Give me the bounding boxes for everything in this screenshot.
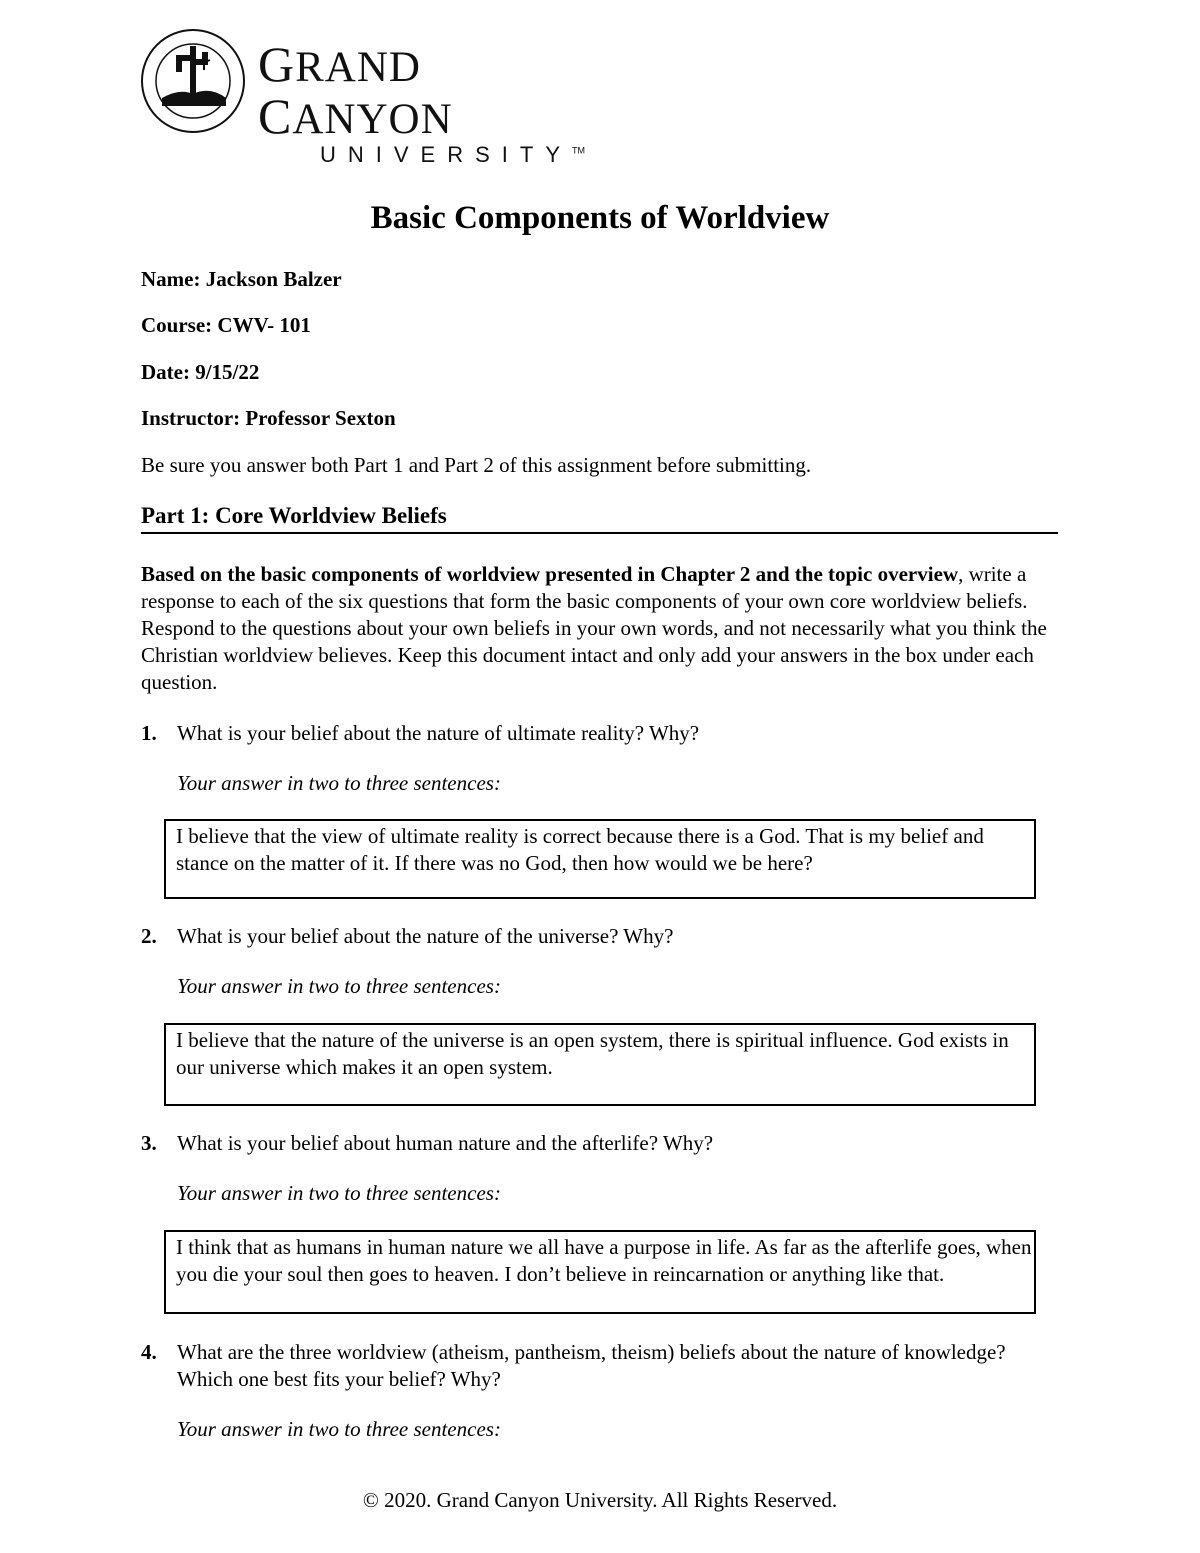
answer-prompt: Your answer in two to three sentences: <box>177 1181 501 1205</box>
question-number: 2. <box>141 924 157 948</box>
logo-rest-2: ANYON <box>292 96 453 143</box>
university-logo <box>140 26 620 167</box>
document-title: Basic Components of Worldview <box>370 200 830 236</box>
copyright-footer: © 2020. Grand Canyon University. All Rights Reserved. <box>362 1488 838 1512</box>
logo-initial-2: C <box>258 88 293 144</box>
logo-initial-1: G <box>258 36 296 92</box>
question-text: What is your belief about the nature of the universe? Why? <box>177 924 674 948</box>
student-name: Name: Jackson Balzer <box>141 267 342 291</box>
university-seal-icon <box>140 28 246 134</box>
answer-prompt: Your answer in two to three sentences: <box>177 974 501 998</box>
logo-sub-text: UNIVERSITY <box>320 142 573 167</box>
instructions-bold: Based on the basic components of worldview presented in Chapter 2 and the topic overview <box>141 562 959 586</box>
question-text: What are the three worldview (atheism, pantheism, theism) beliefs about the nature of knowledge? Which one best fits your belief? Why? <box>177 1340 1006 1391</box>
date-field: Date: 9/15/22 <box>141 360 260 384</box>
instructor-field: Instructor: Professor Sexton <box>141 406 396 430</box>
question-text: What is your belief about the nature of ultimate reality? Why? <box>177 721 700 745</box>
intro-note: Be sure you answer both Part 1 and Part 2 of this assignment before submitting. <box>141 453 812 477</box>
question-text: What is your belief about human nature and the afterlife? Why? <box>177 1131 714 1155</box>
logo-tm: TM <box>572 145 586 156</box>
answer-box-3[interactable]: I think that as humans in human nature we all have a purpose in life. As far as the afterlife goes, when you die your soul then goes to heaven. I don’t believe in reincarnation or anything like that. <box>164 1230 1036 1314</box>
question-number: 3. <box>141 1131 157 1155</box>
course-field: Course: CWV- 101 <box>141 313 311 337</box>
instructions-rest: , write a response to each of the six questions that form the basic components of your own core worldview beliefs. Respond to the questions about your own beliefs in your own words, and not necessarily what you think the Christian worldview believes. Keep this document intact and only add your answers in the box under each question. <box>141 562 1047 694</box>
logo-subtitle <box>320 142 620 168</box>
logo-rest-1: RAND <box>295 44 421 91</box>
answer-box-2[interactable]: I believe that the nature of the universe is an open system, there is spiritual influence. God exists in our universe which makes it an open system. <box>164 1023 1036 1106</box>
answer-box-1[interactable]: I believe that the view of ultimate reality is correct because there is a God. That is my belief and stance on the matter of it. If there was no God, then how would we be here? <box>164 819 1036 899</box>
answer-prompt: Your answer in two to three sentences: <box>177 771 501 795</box>
part1-heading: Part 1: Core Worldview Beliefs <box>141 503 1058 534</box>
logo-wordmark <box>258 36 620 144</box>
answer-prompt: Your answer in two to three sentences: <box>177 1417 501 1441</box>
question-number: 1. <box>141 721 157 745</box>
part1-instructions <box>141 561 1061 696</box>
question-number: 4. <box>141 1340 157 1364</box>
